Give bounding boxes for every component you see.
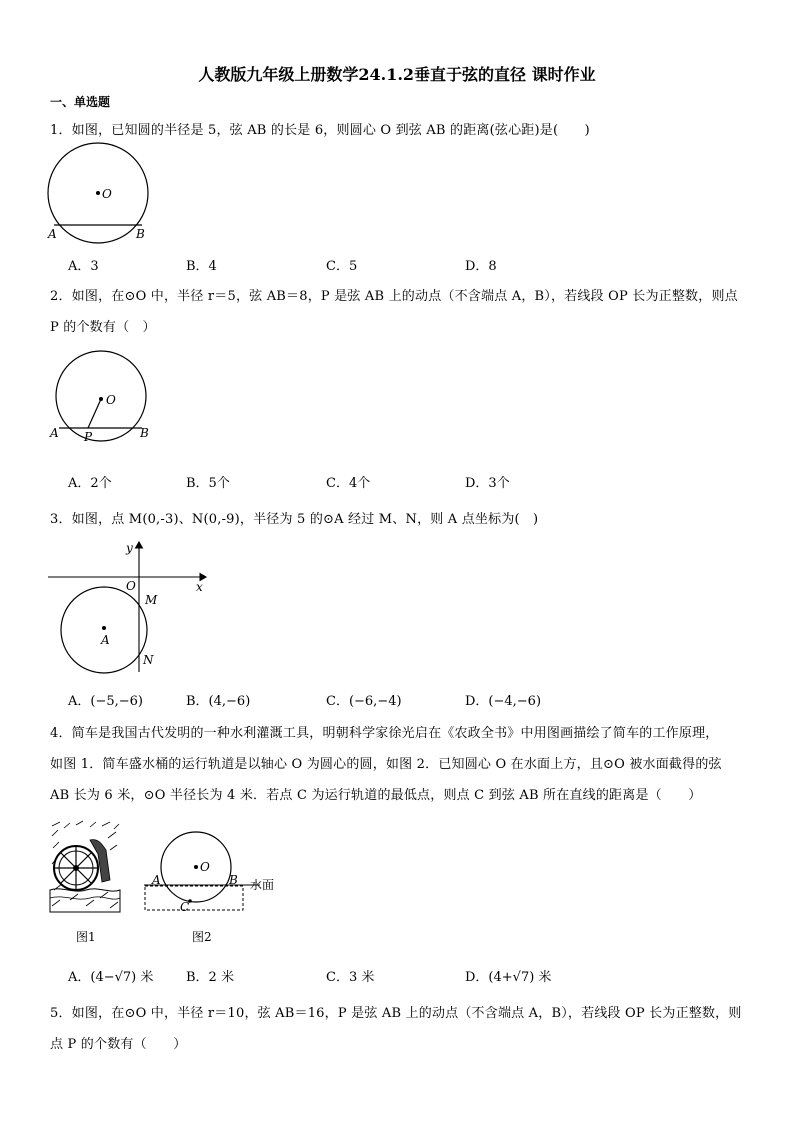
question-2-figure bbox=[48, 352, 158, 448]
page-title: 人教版九年级上册数学24.1.2垂直于弦的直径 课时作业 bbox=[198, 65, 596, 84]
center-dot-a bbox=[102, 626, 106, 630]
label-b: B bbox=[140, 426, 149, 440]
label-b: B bbox=[136, 227, 145, 241]
label-a: A bbox=[101, 633, 110, 647]
q4-option-a[interactable]: A．(4−√7) 米 bbox=[68, 970, 154, 985]
question-3-figure bbox=[46, 540, 216, 680]
q3-option-c[interactable]: C．(−6,−4) bbox=[326, 694, 402, 709]
q4-option-d[interactable]: D．(4+√7) 米 bbox=[465, 970, 552, 985]
water-region bbox=[145, 886, 243, 910]
q1-option-c[interactable]: C．5 bbox=[326, 259, 358, 274]
question-1-figure bbox=[44, 150, 154, 245]
question-5-text-line2: 点 P 的个数有（ ） bbox=[50, 1037, 187, 1052]
center-dot bbox=[99, 397, 103, 401]
label-o: O bbox=[106, 393, 116, 407]
question-4-figure-1-waterwheel bbox=[50, 820, 120, 912]
label-b: B bbox=[229, 873, 238, 887]
label-n: N bbox=[143, 653, 154, 667]
label-p: P bbox=[84, 430, 93, 444]
label-a: A bbox=[152, 873, 161, 887]
q2-option-d[interactable]: D．3个 bbox=[465, 476, 510, 491]
q4-option-b[interactable]: B．2 米 bbox=[186, 970, 234, 985]
center-dot bbox=[96, 191, 100, 195]
q2-option-c[interactable]: C．4个 bbox=[326, 476, 371, 491]
question-4-text-line1: 4．简车是我国古代发明的一种水利灌溉工具，明朝科学家徐光启在《农政全书》中用图画描绘了简车的工作原理， bbox=[50, 726, 719, 741]
q1-option-a[interactable]: A．3 bbox=[68, 259, 99, 274]
label-y: y bbox=[126, 541, 133, 555]
label-water: 水面 bbox=[250, 878, 275, 892]
section-heading: 一、单选题 bbox=[50, 95, 111, 109]
center-dot bbox=[194, 865, 198, 869]
q3-option-d[interactable]: D．(−4,−6) bbox=[465, 694, 542, 709]
q1-option-b[interactable]: B．4 bbox=[186, 259, 217, 274]
question-1-text: 1．如图，已知圆的半径是 5，弦 AB 的长是 6，则圆心 O 到弦 AB 的距离(弦心距)是( ) bbox=[50, 123, 590, 138]
question-2-text-line1: 2．如图，在⊙O 中，半径 r＝5，弦 AB＝8，P 是弦 AB 上的动点（不含端点 A，B），若线段 OP 长为正整数，则点 bbox=[50, 289, 738, 304]
label-c: C bbox=[180, 900, 190, 914]
label-a: A bbox=[50, 426, 59, 440]
q2-option-b[interactable]: B．5个 bbox=[186, 476, 230, 491]
label-a: A bbox=[48, 227, 57, 241]
question-5-text-line1: 5．如图，在⊙O 中，半径 r＝10，弦 AB＝16，P 是弦 AB 上的动点（不含端点 A，B），若线段 OP 长为正整数，则 bbox=[50, 1006, 742, 1021]
question-4-text-line3: AB 长为 6 米，⊙O 半径长为 4 米．若点 C 为运行轨道的最低点，则点 C 到弦 AB 所在直线的距离是（ ） bbox=[50, 788, 702, 803]
question-3-text: 3．如图，点 M(0,-3)、N(0,-9)，半径为 5 的⊙A 经过 M、N，则 A 点坐标为( ) bbox=[50, 512, 539, 527]
label-x: x bbox=[196, 580, 203, 594]
question-2-text-line2: P 的个数有（ ） bbox=[50, 320, 156, 335]
q1-option-d[interactable]: D．8 bbox=[465, 259, 497, 274]
q2-option-a[interactable]: A．2个 bbox=[68, 476, 112, 491]
segment-op bbox=[88, 399, 101, 428]
q3-option-a[interactable]: A．(−5,−6) bbox=[68, 694, 143, 709]
figure-1-caption: 图1 bbox=[76, 930, 96, 944]
figure-2-caption: 图2 bbox=[192, 930, 212, 944]
q4-option-c[interactable]: C．3 米 bbox=[326, 970, 375, 985]
label-o: O bbox=[102, 187, 112, 201]
label-o: O bbox=[126, 579, 136, 593]
label-o: O bbox=[200, 860, 210, 874]
label-m: M bbox=[145, 593, 158, 607]
question-4-figure-2 bbox=[140, 825, 280, 915]
question-4-text-line2: 如图 1．简车盛水桶的运行轨道是以轴心 O 为圆心的圆，如图 2．已知圆心 O 在水面上方，且⊙O 被水面截得的弦 bbox=[50, 757, 722, 772]
q3-option-b[interactable]: B．(4,−6) bbox=[186, 694, 251, 709]
